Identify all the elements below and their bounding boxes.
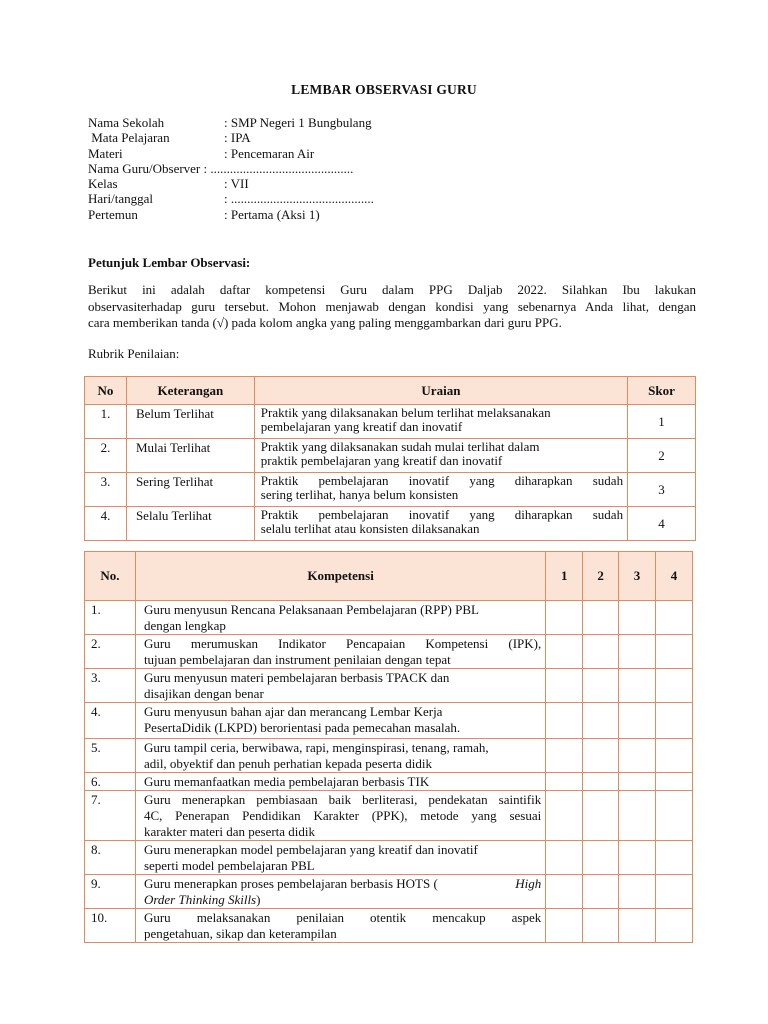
- uraian-line: Praktik pembelajaran inovatif yang diharapkan sudah: [260, 507, 624, 522]
- competency-text: [135, 773, 545, 791]
- competency-line: Guru merumuskan Indikator Pencapaian Kompetensi (IPK),: [143, 636, 542, 651]
- score-cell-2[interactable]: [583, 703, 619, 739]
- competency-text: [135, 909, 545, 943]
- score-cell-1[interactable]: [546, 739, 583, 773]
- competency-line: adil, obyektif dan penuh perhatian kepada peserta didik: [143, 756, 433, 771]
- score-cell-2[interactable]: [583, 669, 619, 703]
- info-value: : ............................................: [200, 160, 354, 176]
- row-number: 9.: [85, 875, 136, 909]
- score-cell-3[interactable]: [619, 791, 656, 841]
- info-value: : VII: [224, 176, 249, 192]
- table-row: [85, 875, 693, 909]
- info-row-meeting: [88, 207, 688, 222]
- column-header: Kompetensi: [135, 552, 545, 601]
- row-number: 3.: [85, 669, 136, 703]
- score-cell-2[interactable]: [583, 909, 619, 943]
- info-label: Materi: [88, 145, 123, 161]
- row-keterangan: Selalu Terlihat: [126, 507, 254, 541]
- table-row: [85, 703, 693, 739]
- score-cell-4[interactable]: [656, 773, 693, 791]
- column-header: No.: [85, 552, 136, 601]
- paragraph-line: observasiterhadap guru tersebut. Mohon menjawab dengan kondisi yang sebenarnya Anda lihat, dengan: [88, 298, 696, 314]
- table-row: [85, 439, 696, 473]
- page-title: LEMBAR OBSERVASI GURU: [291, 82, 477, 97]
- competency-line: [144, 876, 541, 892]
- score-cell-3[interactable]: [619, 669, 656, 703]
- score-cell-4[interactable]: [656, 703, 693, 739]
- paragraph-line: Berikut ini adalah daftar kompetensi Guru dalam PPG Daljab 2022. Silahkan Ibu lakukan: [88, 282, 696, 297]
- score-cell-1[interactable]: [546, 601, 583, 635]
- table-row: [85, 739, 693, 773]
- uraian-line: selalu terlihat atau konsisten dilaksanakan: [260, 521, 480, 536]
- row-uraian: [254, 439, 627, 473]
- competency-table: [84, 551, 693, 943]
- info-label: Pertemun: [88, 206, 138, 222]
- score-cell-1[interactable]: [546, 841, 583, 875]
- competency-line-italic: Order Thinking Skills: [143, 892, 257, 907]
- row-number: 5.: [85, 739, 136, 773]
- score-cell-3[interactable]: [619, 773, 656, 791]
- info-label: Nama Sekolah: [88, 115, 165, 130]
- competency-line: tujuan pembelajaran dan instrument penilaian dengan tepat: [143, 652, 451, 667]
- column-header: 2: [583, 552, 619, 601]
- table-row: [85, 841, 693, 875]
- info-row-observer: [88, 161, 688, 176]
- info-row-material: [88, 146, 688, 161]
- row-number: 10.: [85, 909, 136, 943]
- row-skor: 3: [628, 473, 696, 507]
- uraian-line: praktik pembelajaran yang kreatif dan inovatif: [260, 453, 503, 468]
- row-number: 1.: [85, 405, 127, 439]
- row-skor: 4: [628, 507, 696, 541]
- competency-line-part: Guru menerapkan proses pembelajaran berbasis HOTS (: [143, 876, 438, 891]
- score-cell-4[interactable]: [656, 791, 693, 841]
- row-keterangan: Mulai Terlihat: [126, 439, 254, 473]
- competency-line: disajikan dengan benar: [143, 686, 264, 701]
- table-row: [85, 773, 693, 791]
- table-row: [85, 791, 693, 841]
- competency-text: [135, 875, 545, 909]
- competency-line: Guru menyusun bahan ajar dan merancang Lembar Kerja: [143, 704, 443, 719]
- column-header: Uraian: [254, 377, 627, 405]
- row-number: 7.: [85, 791, 136, 841]
- score-cell-1[interactable]: [546, 909, 583, 943]
- info-row-school: [88, 115, 688, 130]
- competency-line: Guru melaksanakan penilaian otentik mencakup aspek: [143, 910, 542, 925]
- score-cell-1[interactable]: [546, 791, 583, 841]
- competency-line: dengan lengkap: [143, 618, 226, 633]
- column-header: 3: [619, 552, 656, 601]
- score-cell-4[interactable]: [656, 601, 693, 635]
- score-cell-3[interactable]: [619, 635, 656, 669]
- column-header: 4: [656, 552, 693, 601]
- row-skor: 1: [628, 405, 696, 439]
- info-value: : Pencemaran Air: [224, 145, 315, 161]
- competency-text: [135, 791, 545, 841]
- score-cell-2[interactable]: [583, 791, 619, 841]
- info-value: : ............................................: [224, 191, 374, 207]
- competency-text: [135, 635, 545, 669]
- score-cell-2[interactable]: [583, 841, 619, 875]
- info-value: : IPA: [224, 130, 251, 146]
- score-cell-4[interactable]: [656, 875, 693, 909]
- column-header: Keterangan: [126, 377, 254, 405]
- column-header: No: [85, 377, 127, 405]
- table-row: [85, 507, 696, 541]
- score-cell-4[interactable]: [656, 669, 693, 703]
- score-cell-3[interactable]: [619, 601, 656, 635]
- score-cell-1[interactable]: [546, 773, 583, 791]
- instructions-heading: Petunjuk Lembar Observasi:: [88, 255, 251, 270]
- competency-line: PesertaDidik (LKPD) berorientasi pada pemecahan masalah.: [143, 720, 461, 735]
- score-cell-3[interactable]: [619, 875, 656, 909]
- row-number: 6.: [85, 773, 136, 791]
- column-header: Skor: [628, 377, 696, 405]
- competency-text: [135, 669, 545, 703]
- score-cell-2[interactable]: [583, 875, 619, 909]
- row-uraian: [254, 507, 627, 541]
- info-row-class: [88, 176, 688, 191]
- competency-line-italic: High: [515, 876, 542, 891]
- score-cell-4[interactable]: [656, 739, 693, 773]
- instructions-paragraph: [88, 282, 696, 332]
- row-number: 2.: [85, 439, 127, 473]
- competency-text: [135, 841, 545, 875]
- rubric-label: Rubrik Penilaian:: [88, 346, 180, 361]
- table-header-row: [85, 377, 696, 405]
- row-keterangan: Sering Terlihat: [126, 473, 254, 507]
- uraian-line: Praktik yang dilaksanakan belum terlihat melaksanakan: [260, 405, 551, 420]
- table-row: [85, 909, 693, 943]
- score-cell-3[interactable]: [619, 703, 656, 739]
- column-header: 1: [546, 552, 583, 601]
- uraian-line: pembelajaran yang kreatif dan inovatif: [260, 419, 463, 434]
- identity-info: [88, 115, 688, 222]
- score-cell-3[interactable]: [619, 739, 656, 773]
- competency-line: [144, 892, 541, 908]
- competency-line: Guru menyusun materi pembelajaran berbasis TPACK dan: [143, 670, 450, 685]
- table-row: [85, 635, 693, 669]
- info-label: Nama Guru/Observer: [88, 160, 201, 176]
- row-number: 1.: [85, 601, 136, 635]
- score-cell-4[interactable]: [656, 841, 693, 875]
- competency-line: Guru menyusun Rencana Pelaksanaan Pembelajaran (RPP) PBL: [143, 602, 479, 617]
- score-cell-1[interactable]: [546, 669, 583, 703]
- table-header-row: [85, 552, 693, 601]
- paragraph-line: cara memberikan tanda (√) pada kolom angka yang paling menggambarkan dari guru PPG.: [88, 315, 562, 330]
- rubric-table: [84, 376, 696, 541]
- row-uraian: [254, 473, 627, 507]
- info-value: : SMP Negeri 1 Bungbulang: [224, 115, 372, 130]
- score-cell-2[interactable]: [583, 773, 619, 791]
- row-number: 4.: [85, 703, 136, 739]
- info-row-date: [88, 191, 688, 206]
- info-label: Hari/tanggal: [88, 191, 153, 207]
- score-cell-4[interactable]: [656, 635, 693, 669]
- table-row: [85, 405, 696, 439]
- info-label: Kelas: [88, 176, 118, 192]
- uraian-line: sering terlihat, hanya belum konsisten: [260, 487, 459, 502]
- score-cell-2[interactable]: [583, 635, 619, 669]
- competency-line: Guru tampil ceria, berwibawa, rapi, menginspirasi, tenang, ramah,: [143, 740, 489, 755]
- row-uraian: [254, 405, 627, 439]
- row-skor: 2: [628, 439, 696, 473]
- table-row: [85, 669, 693, 703]
- competency-line: Guru memanfaatkan media pembelajaran berbasis TIK: [143, 774, 430, 789]
- score-cell-1[interactable]: [546, 875, 583, 909]
- competency-line: Guru menerapkan model pembelajaran yang kreatif dan inovatif: [143, 842, 478, 857]
- uraian-line: Praktik yang dilaksanakan sudah mulai terlihat dalam: [260, 439, 540, 454]
- score-cell-3[interactable]: [619, 909, 656, 943]
- info-row-subject: [88, 130, 688, 145]
- competency-text: [135, 703, 545, 739]
- score-cell-2[interactable]: [583, 601, 619, 635]
- score-cell-2[interactable]: [583, 739, 619, 773]
- score-cell-1[interactable]: [546, 635, 583, 669]
- row-number: 4.: [85, 507, 127, 541]
- uraian-line: Praktik pembelajaran inovatif yang diharapkan sudah: [260, 473, 624, 488]
- row-number: 8.: [85, 841, 136, 875]
- competency-line: 4C, Penerapan Pendidikan Karakter (PPK), metode yang sesuai: [143, 808, 542, 823]
- table-row: [85, 473, 696, 507]
- competency-line: seperti model pembelajaran PBL: [143, 858, 315, 873]
- info-label: Mata Pelajaran: [88, 130, 170, 146]
- competency-line-part: ): [256, 892, 261, 907]
- competency-line: karakter materi dan peserta didik: [143, 824, 316, 839]
- row-keterangan: Belum Terlihat: [126, 405, 254, 439]
- row-number: 3.: [85, 473, 127, 507]
- score-cell-4[interactable]: [656, 909, 693, 943]
- competency-text: [135, 739, 545, 773]
- competency-text: [135, 601, 545, 635]
- table-row: [85, 601, 693, 635]
- score-cell-1[interactable]: [546, 703, 583, 739]
- competency-line: Guru menerapkan pembiasaan baik berliterasi, pendekatan saintifik: [143, 792, 542, 807]
- row-number: 2.: [85, 635, 136, 669]
- score-cell-3[interactable]: [619, 841, 656, 875]
- competency-line: pengetahuan, sikap dan keterampilan: [143, 926, 337, 941]
- info-value: : Pertama (Aksi 1): [224, 206, 320, 222]
